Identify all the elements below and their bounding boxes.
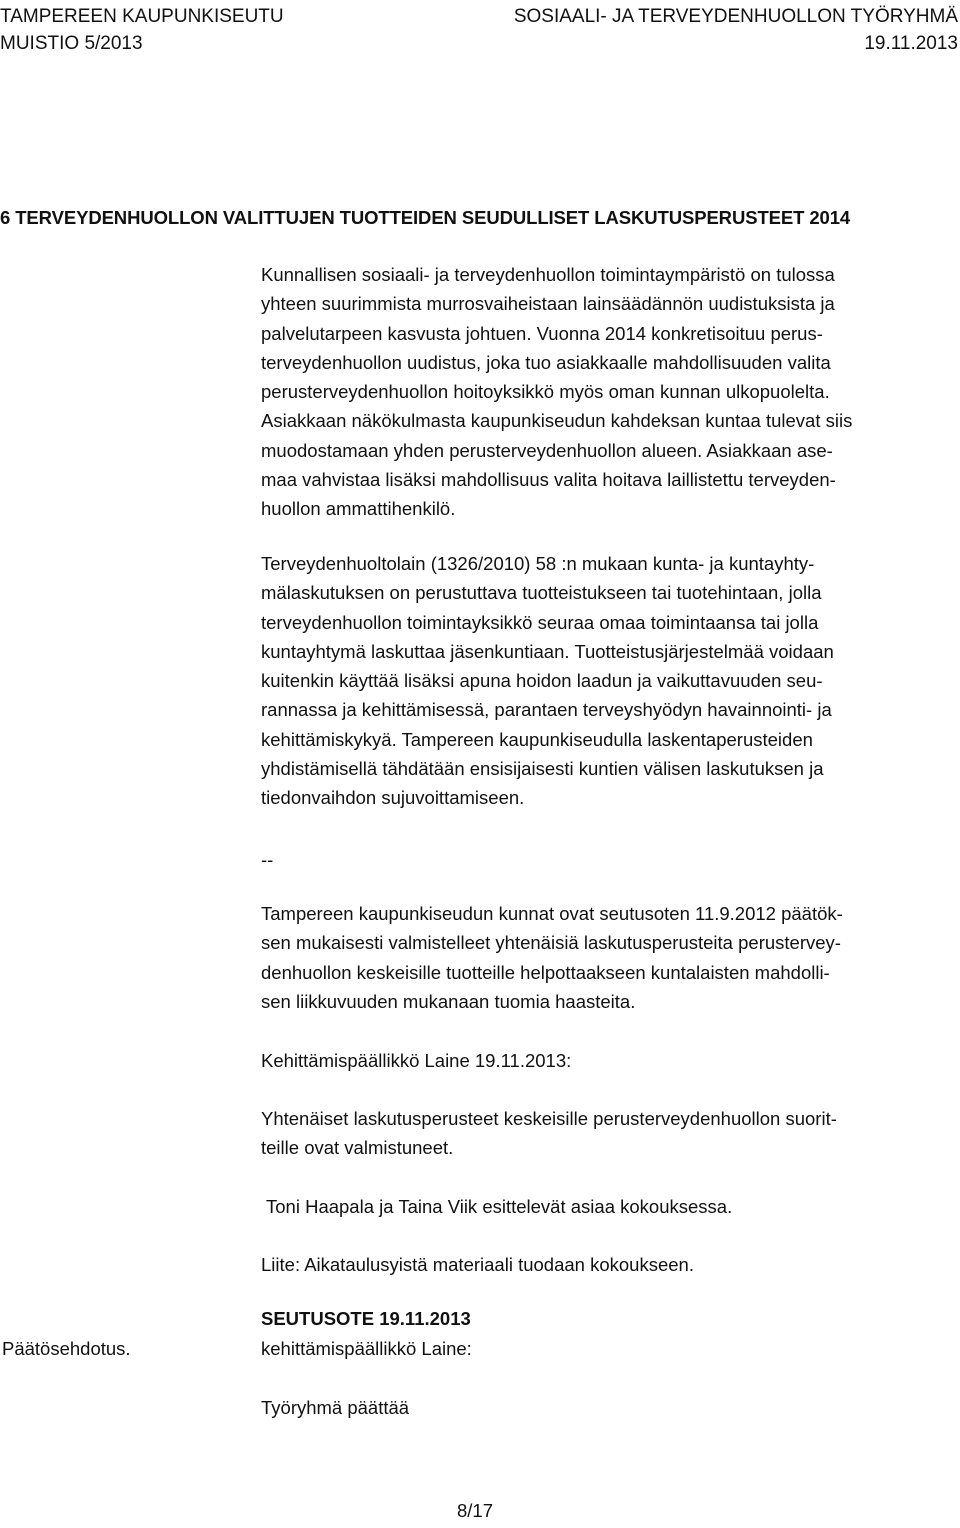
text-line: Toni Haapala ja Taina Viik esittelevät asiaa kokouksessa. — [266, 1196, 733, 1217]
text-line: terveydenhuollon toimintayksikkö seuraa omaa toimintaansa tai jolla — [261, 611, 819, 633]
decision-label: Päätösehdotus. — [2, 1338, 131, 1359]
text-line: teille ovat valmistuneet. — [261, 1137, 454, 1159]
text-line: Kehittämispäällikkö Laine 19.11.2013: — [261, 1050, 572, 1071]
separator-text: -- — [261, 849, 274, 870]
section-heading: 6 TERVEYDENHUOLLON VALITTUJEN TUOTTEIDEN SEUDULLISET LASKUTUSPERUSTEET 2014 — [0, 207, 851, 228]
text-line: Yhtenäiset laskutusperusteet keskeisille perusterveydenhuollon suorit- — [261, 1108, 837, 1129]
text-line: terveydenhuollon uudistus, joka tuo asiakkaalle mahdollisuuden valita — [261, 351, 831, 373]
paragraph-presenter — [261, 1046, 956, 1075]
text-line: Liite: Aikataulusyistä materiaali tuodaan kokoukseen. — [261, 1254, 694, 1275]
text-line: kehittämiskykyä. Tampereen kaupunkiseudulla laskentaperusteiden — [261, 728, 813, 750]
page-number: 8/17 — [457, 1500, 494, 1521]
text-line: yhdistämisellä tähdätään ensisijaisesti kuntien välisen laskutuksen ja — [261, 758, 824, 780]
text-line: muodostamaan yhden perusterveydenhuollon alueen. Asiakkaan ase- — [261, 439, 833, 461]
header-group: SOSIAALI- JA TERVEYDENHUOLLON TYÖRYHMÄ — [513, 6, 958, 27]
paragraph-attachment — [261, 1250, 956, 1279]
header-date: 19.11.2013 — [864, 33, 958, 54]
paragraph-ready — [261, 1104, 956, 1163]
text-line: maa vahvistaa lisäksi mahdollisuus valita hoitava laillistettu terveyden- — [261, 469, 836, 491]
text-line: kuitenkin käyttää lisäksi apuna hoidon laadun ja vaikuttavuuden seu- — [261, 670, 823, 692]
separator — [261, 845, 956, 874]
text-line: sen mukaisesti valmistelleet yhtenäisiä laskutusperusteita perustervey- — [261, 932, 841, 954]
paragraph-intro — [261, 260, 956, 524]
text-line: sen liikkuvuuden mukanaan tuomia haasteita. — [261, 990, 636, 1012]
paragraph-presenters — [266, 1192, 960, 1221]
text-line: Terveydenhuoltolain (1326/2010) 58 :n mukaan kunta- ja kuntayhty- — [261, 553, 815, 574]
text-line: perusterveydenhuollon hoitoyksikkö myös oman kunnan ulkopuolelta. — [261, 381, 830, 403]
text-line: Asiakkaan näkökulmasta kaupunkiseudun kahdeksan kuntaa tulevat siis — [261, 410, 853, 432]
decision-presenter: kehittämispäällikkö Laine: — [261, 1338, 472, 1359]
paragraph-law — [261, 549, 956, 813]
paragraph-municipalities — [261, 899, 956, 1016]
header-memo: MUISTIO 5/2013 — [0, 33, 143, 54]
text-line: tiedonvaihdon sujuvoittamiseen. — [261, 787, 525, 809]
text-line: rannassa ja kehittämisessä, parantaen terveyshyödyn havainnointi- ja — [261, 699, 832, 721]
text-line: Tampereen kaupunkiseudun kunnat ovat seutusoten 11.9.2012 päätök- — [261, 903, 843, 924]
decision-title: SEUTUSOTE 19.11.2013 — [261, 1308, 471, 1329]
decision-text: Työryhmä päättää — [261, 1397, 410, 1418]
header-org: TAMPEREEN KAUPUNKISEUTU — [0, 6, 284, 27]
text-line: denhuollon keskeisille tuotteille helpottaakseen kuntalaisten mahdolli- — [261, 961, 830, 983]
text-line: mälaskutuksen on perustuttava tuotteistukseen tai tuotehintaan, jolla — [261, 582, 822, 604]
text-line: yhteen suurimmista murrosvaiheistaan lainsäädännön uudistuksista ja — [261, 293, 835, 315]
text-line: huollon ammattihenkilö. — [261, 498, 456, 520]
text-line: Kunnallisen sosiaali- ja terveydenhuollon toimintaympäristö on tulossa — [261, 264, 835, 285]
text-line: palvelutarpeen kasvusta johtuen. Vuonna 2014 konkretisoituu perus- — [261, 322, 823, 344]
text-line: kuntayhtymä laskuttaa jäsenkuntiaan. Tuotteistusjärjestelmää voidaan — [261, 640, 834, 662]
